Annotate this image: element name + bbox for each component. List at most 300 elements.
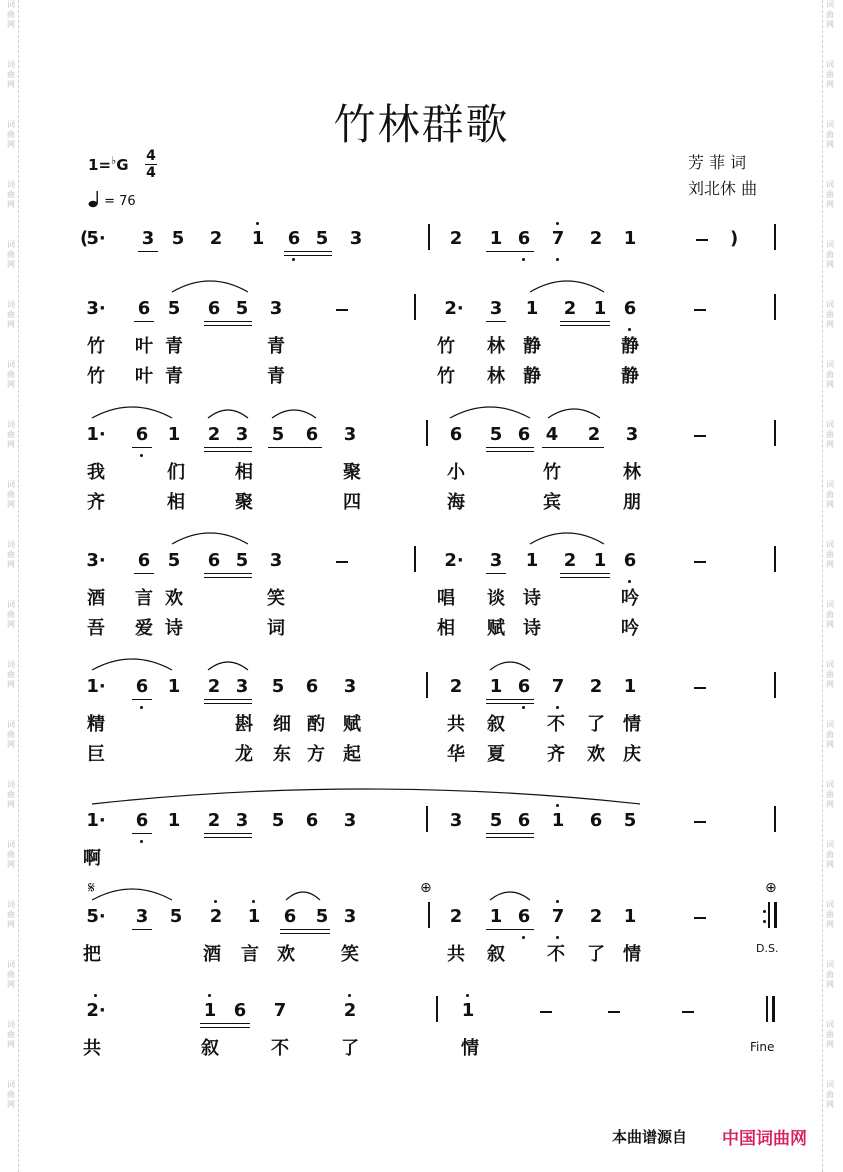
octave-dot-below bbox=[292, 258, 295, 261]
note: 6 bbox=[305, 676, 319, 697]
lyric-verse-2: 青 bbox=[267, 366, 285, 387]
slur bbox=[490, 662, 530, 670]
beam-line bbox=[132, 929, 152, 930]
beam-line bbox=[204, 577, 252, 578]
watermark-text: 词 曲 网 bbox=[826, 960, 834, 989]
song-title: 竹林群歌 bbox=[333, 100, 510, 149]
note: 3· bbox=[86, 550, 106, 571]
note: 5 bbox=[171, 228, 185, 249]
note: 2 bbox=[209, 228, 223, 249]
lyric-verse-1: 啊 bbox=[83, 848, 101, 869]
lyric-verse-2: 东 bbox=[273, 744, 291, 765]
barline bbox=[428, 902, 430, 928]
lyric-verse-1: 精 bbox=[87, 714, 105, 735]
watermark-text: 词 曲 网 bbox=[826, 1020, 834, 1049]
lyric-verse-2: 起 bbox=[343, 744, 361, 765]
note: 3 bbox=[343, 676, 357, 697]
note: 2· bbox=[86, 1000, 106, 1021]
flat-icon: ♭ bbox=[111, 154, 117, 167]
sustain-dash bbox=[694, 309, 706, 311]
lyric-verse-1: 静 bbox=[621, 336, 639, 357]
note: 3 bbox=[489, 298, 503, 319]
octave-dot-below bbox=[522, 936, 525, 939]
lyric-verse-1: 情 bbox=[623, 944, 641, 965]
beam-line bbox=[132, 699, 152, 700]
note: 1 bbox=[623, 228, 637, 249]
composer-credit: 刘北休 曲 bbox=[688, 179, 758, 198]
beam-line bbox=[204, 451, 252, 452]
final-barline bbox=[774, 902, 777, 928]
watermark-text: 词 曲 网 bbox=[826, 1080, 834, 1109]
octave-dot-above bbox=[556, 222, 559, 225]
sustain-dash bbox=[694, 687, 706, 689]
lyric-verse-2: 竹 bbox=[87, 366, 105, 387]
beam-line bbox=[486, 929, 534, 930]
slur bbox=[208, 662, 248, 670]
note: 7 bbox=[273, 1000, 287, 1021]
sustain-dash bbox=[694, 561, 706, 563]
watermark-text: 词 曲 网 bbox=[7, 180, 15, 209]
watermark-text: 词 曲 网 bbox=[7, 540, 15, 569]
note: 6 bbox=[135, 424, 149, 445]
key-equals: = bbox=[98, 156, 112, 174]
sustain-dash bbox=[694, 917, 706, 919]
sustain-dash bbox=[696, 239, 708, 241]
slur bbox=[208, 410, 248, 418]
lyric-verse-2: 四 bbox=[343, 492, 361, 513]
quarter-note-icon bbox=[88, 190, 100, 208]
beam-line bbox=[134, 321, 154, 322]
lyric-verse-1: 把 bbox=[83, 944, 101, 965]
note: 5 bbox=[235, 298, 249, 319]
lyric-verse-2: 庆 bbox=[623, 744, 641, 765]
note: 5· bbox=[86, 906, 106, 927]
watermark-text: 词 曲 网 bbox=[7, 780, 15, 809]
repeat-dot bbox=[763, 910, 766, 913]
note: 4 bbox=[545, 424, 559, 445]
lyric-verse-2: 诗 bbox=[165, 618, 183, 639]
octave-dot-below bbox=[522, 258, 525, 261]
note: 6 bbox=[589, 810, 603, 831]
beam-line bbox=[204, 699, 252, 700]
lyric-verse-1: 赋 bbox=[343, 714, 361, 735]
watermark-text: 词 曲 网 bbox=[7, 480, 15, 509]
fine-mark: Fine bbox=[750, 1040, 775, 1054]
note: 7 bbox=[551, 906, 565, 927]
lyric-verse-2: 叶 bbox=[135, 366, 153, 387]
beam-line bbox=[560, 321, 610, 322]
note: 3 bbox=[489, 550, 503, 571]
lyric-verse-2: 宾 bbox=[543, 492, 561, 513]
lyric-verse-2: 欢 bbox=[587, 744, 605, 765]
lyric-verse-1: 欢 bbox=[277, 944, 295, 965]
slur bbox=[172, 281, 248, 292]
watermark-text: 词 曲 网 bbox=[7, 660, 15, 689]
watermark-text: 词 曲 网 bbox=[826, 300, 834, 329]
tempo-value: = 76 bbox=[104, 194, 136, 209]
note: 5 bbox=[623, 810, 637, 831]
note: 1 bbox=[251, 228, 265, 249]
lyric-verse-2: 聚 bbox=[235, 492, 253, 513]
note: 1 bbox=[167, 810, 181, 831]
note: 2 bbox=[207, 424, 221, 445]
beam-line bbox=[486, 703, 534, 704]
watermark-text: 词 曲 网 bbox=[7, 240, 15, 269]
beam-line bbox=[204, 703, 252, 704]
lyric-verse-1: 情 bbox=[623, 714, 641, 735]
note: 6 bbox=[207, 298, 221, 319]
note: 2 bbox=[209, 906, 223, 927]
note: 3 bbox=[235, 810, 249, 831]
coda-icon: ⊕ bbox=[420, 880, 432, 896]
final-barline-thick bbox=[772, 996, 775, 1022]
sustain-dash bbox=[694, 821, 706, 823]
beam-line bbox=[204, 837, 252, 838]
slur bbox=[92, 789, 640, 804]
note: 6 bbox=[517, 810, 531, 831]
note: 2 bbox=[589, 228, 603, 249]
watermark-text: 词 曲 网 bbox=[826, 840, 834, 869]
note: 6 bbox=[233, 1000, 247, 1021]
note: 5 bbox=[489, 424, 503, 445]
watermark-text: 词 曲 网 bbox=[7, 1080, 15, 1109]
sustain-dash bbox=[540, 1011, 552, 1013]
slur bbox=[92, 889, 172, 900]
barline bbox=[436, 996, 438, 1022]
note: 6 bbox=[517, 424, 531, 445]
note: 3 bbox=[235, 424, 249, 445]
slur bbox=[530, 533, 604, 544]
lyric-verse-1: 小 bbox=[447, 462, 465, 483]
note: 2 bbox=[343, 1000, 357, 1021]
note: 3 bbox=[235, 676, 249, 697]
lyric-verse-1: 诗 bbox=[523, 588, 541, 609]
key-signature bbox=[88, 154, 129, 174]
note: 3 bbox=[135, 906, 149, 927]
right-watermark-strip bbox=[822, 0, 837, 1172]
octave-dot-above bbox=[252, 900, 255, 903]
lyric-verse-2: 华 bbox=[447, 744, 465, 765]
octave-dot-above bbox=[256, 222, 259, 225]
beam-line bbox=[284, 251, 332, 252]
lyric-verse-2: 龙 bbox=[235, 744, 253, 765]
note: 3 bbox=[269, 298, 283, 319]
beam-line bbox=[200, 1023, 250, 1024]
note: 7 bbox=[551, 676, 565, 697]
note: 1 bbox=[623, 906, 637, 927]
beam-line bbox=[204, 321, 252, 322]
beam-line bbox=[280, 933, 330, 934]
lyric-verse-2: 吟 bbox=[621, 618, 639, 639]
note: 6 bbox=[137, 298, 151, 319]
note: 5 bbox=[315, 906, 329, 927]
lyric-verse-1: 共 bbox=[83, 1038, 101, 1059]
barline bbox=[774, 806, 776, 832]
lyric-verse-1: 了 bbox=[587, 944, 605, 965]
watermark-text: 词 曲 网 bbox=[826, 780, 834, 809]
note: 6 bbox=[305, 424, 319, 445]
lyric-verse-1: 笑 bbox=[267, 588, 285, 609]
note: 2 bbox=[449, 906, 463, 927]
note: 5 bbox=[271, 810, 285, 831]
note: 2 bbox=[563, 550, 577, 571]
lyric-verse-2: 齐 bbox=[87, 492, 105, 513]
note: 6 bbox=[623, 550, 637, 571]
note: 1· bbox=[86, 810, 106, 831]
lyric-verse-1: 情 bbox=[461, 1038, 479, 1059]
slur bbox=[450, 407, 530, 418]
lyric-verse-1: 青 bbox=[267, 336, 285, 357]
watermark-text: 词 曲 网 bbox=[7, 840, 15, 869]
lyric-verse-2: 静 bbox=[523, 366, 541, 387]
watermark-text: 词 曲 网 bbox=[826, 900, 834, 929]
beam-line bbox=[486, 573, 506, 574]
watermark-text: 词 曲 网 bbox=[7, 1020, 15, 1049]
key-degree: 1 bbox=[88, 156, 99, 174]
lyric-verse-1: 叶 bbox=[135, 336, 153, 357]
beam-line bbox=[486, 699, 534, 700]
coda-icon: ⊕ bbox=[765, 880, 777, 896]
lyric-verse-1: 竹 bbox=[87, 336, 105, 357]
lyric-verse-2: 竹 bbox=[437, 366, 455, 387]
note: 2 bbox=[589, 906, 603, 927]
octave-dot-below bbox=[556, 936, 559, 939]
note: 3 bbox=[349, 228, 363, 249]
lyric-verse-1: 言 bbox=[135, 588, 153, 609]
watermark-text: 词 曲 网 bbox=[7, 60, 15, 89]
watermark-text: 词 曲 网 bbox=[826, 360, 834, 389]
octave-dot-above bbox=[466, 994, 469, 997]
sustain-dash bbox=[682, 1011, 694, 1013]
note: 3 bbox=[343, 810, 357, 831]
note: 5 bbox=[169, 906, 183, 927]
beam-line bbox=[560, 577, 610, 578]
watermark-text: 词 曲 网 bbox=[7, 0, 15, 29]
note: 1 bbox=[247, 906, 261, 927]
watermark-text: 词 曲 网 bbox=[826, 720, 834, 749]
barline bbox=[774, 294, 776, 320]
repeat-dot bbox=[763, 920, 766, 923]
note: 6 bbox=[137, 550, 151, 571]
lyric-verse-1: 不 bbox=[547, 944, 565, 965]
lyric-verse-1: 相 bbox=[235, 462, 253, 483]
note: 7 bbox=[551, 228, 565, 249]
note: 6 bbox=[623, 298, 637, 319]
lyric-verse-2: 巨 bbox=[87, 744, 105, 765]
lyric-verse-1: 们 bbox=[167, 462, 185, 483]
note: 2 bbox=[449, 228, 463, 249]
note: 6 bbox=[517, 906, 531, 927]
octave-dot-above bbox=[94, 994, 97, 997]
note: 1 bbox=[489, 676, 503, 697]
tempo-marking bbox=[88, 190, 136, 209]
note: 1· bbox=[86, 676, 106, 697]
lyric-verse-1: 了 bbox=[587, 714, 605, 735]
watermark-text: 词 曲 网 bbox=[7, 300, 15, 329]
note: 6 bbox=[449, 424, 463, 445]
lyric-verse-1: 共 bbox=[447, 714, 465, 735]
note: 5 bbox=[489, 810, 503, 831]
lyric-verse-1: 吟 bbox=[621, 588, 639, 609]
note: 3 bbox=[343, 906, 357, 927]
beam-line bbox=[542, 447, 604, 448]
repeat-parenthesis: ( bbox=[80, 228, 89, 249]
sustain-dash bbox=[336, 309, 348, 311]
ds-mark: D.S. bbox=[756, 942, 779, 955]
note: 2· bbox=[444, 550, 464, 571]
slur bbox=[286, 892, 320, 900]
lyric-verse-1: 青 bbox=[165, 336, 183, 357]
lyric-verse-1: 细 bbox=[273, 714, 291, 735]
lyric-verse-1: 林 bbox=[623, 462, 641, 483]
beam-line bbox=[204, 447, 252, 448]
lyric-verse-1: 酒 bbox=[87, 588, 105, 609]
note: 1 bbox=[167, 424, 181, 445]
slur bbox=[490, 892, 530, 900]
octave-dot-below bbox=[140, 454, 143, 457]
lyric-verse-2: 相 bbox=[167, 492, 185, 513]
watermark-text: 词 曲 网 bbox=[826, 120, 834, 149]
note: 6 bbox=[135, 676, 149, 697]
lyric-verse-1: 谈 bbox=[487, 588, 505, 609]
slur bbox=[548, 409, 600, 418]
beam-line bbox=[134, 573, 154, 574]
watermark-text: 词 曲 网 bbox=[826, 540, 834, 569]
sustain-dash bbox=[336, 561, 348, 563]
site-name: 中国词曲网 bbox=[722, 1129, 807, 1149]
beam-line bbox=[268, 447, 322, 448]
barline bbox=[414, 294, 416, 320]
beam-line bbox=[132, 447, 152, 448]
time-signature-bottom: 4 bbox=[146, 165, 156, 181]
note: 5· bbox=[86, 228, 106, 249]
note: 6 bbox=[283, 906, 297, 927]
lyric-verse-1: 叙 bbox=[487, 944, 505, 965]
slur bbox=[92, 407, 172, 418]
note: 1 bbox=[525, 298, 539, 319]
lyric-verse-1: 叙 bbox=[201, 1038, 219, 1059]
final-barline-thin bbox=[766, 996, 768, 1022]
octave-dot-above bbox=[556, 900, 559, 903]
watermark-text: 词 曲 网 bbox=[7, 420, 15, 449]
barline bbox=[774, 224, 776, 250]
barline bbox=[774, 420, 776, 446]
beam-line bbox=[486, 451, 534, 452]
note: 5 bbox=[271, 424, 285, 445]
lyric-verse-2: 夏 bbox=[487, 744, 505, 765]
note: 6 bbox=[517, 676, 531, 697]
octave-dot-above bbox=[348, 994, 351, 997]
note: 1 bbox=[623, 676, 637, 697]
watermark-text: 词 曲 网 bbox=[826, 240, 834, 269]
note: 2 bbox=[207, 810, 221, 831]
note: 2 bbox=[449, 676, 463, 697]
octave-dot-below bbox=[522, 706, 525, 709]
watermark-text: 词 曲 网 bbox=[7, 960, 15, 989]
lyric-verse-1: 不 bbox=[547, 714, 565, 735]
watermark-text: 词 曲 网 bbox=[826, 420, 834, 449]
note: 5 bbox=[167, 550, 181, 571]
lyric-verse-2: 词 bbox=[267, 618, 285, 639]
barline bbox=[426, 420, 428, 446]
lyric-verse-1: 了 bbox=[341, 1038, 359, 1059]
note: 3· bbox=[86, 298, 106, 319]
slur bbox=[272, 410, 316, 418]
lyric-verse-2: 林 bbox=[487, 366, 505, 387]
lyric-verse-1: 林 bbox=[487, 336, 505, 357]
note: 2 bbox=[587, 424, 601, 445]
note: 1 bbox=[593, 298, 607, 319]
watermark-text: 词 曲 网 bbox=[826, 60, 834, 89]
lyric-verse-2: 齐 bbox=[547, 744, 565, 765]
beam-line bbox=[284, 255, 332, 256]
octave-dot-below bbox=[556, 706, 559, 709]
barline bbox=[426, 806, 428, 832]
beam-line bbox=[132, 833, 152, 834]
lyric-verse-1: 言 bbox=[241, 944, 259, 965]
lyric-verse-2: 诗 bbox=[523, 618, 541, 639]
beam-line bbox=[486, 833, 534, 834]
note: 5 bbox=[271, 676, 285, 697]
watermark-text: 词 曲 网 bbox=[826, 660, 834, 689]
key-letter: G bbox=[116, 156, 129, 174]
lyric-verse-1: 静 bbox=[523, 336, 541, 357]
octave-dot-below bbox=[140, 706, 143, 709]
lyric-verse-2: 青 bbox=[165, 366, 183, 387]
note: 5 bbox=[315, 228, 329, 249]
lyric-verse-1: 斟 bbox=[235, 714, 253, 735]
lyric-verse-2: 静 bbox=[621, 366, 639, 387]
lyric-verse-1: 聚 bbox=[343, 462, 361, 483]
lyric-verse-2: 赋 bbox=[487, 618, 505, 639]
watermark-text: 词 曲 网 bbox=[7, 120, 15, 149]
note: 6 bbox=[287, 228, 301, 249]
note: 6 bbox=[207, 550, 221, 571]
time-signature-top: 4 bbox=[146, 148, 156, 164]
note: 1 bbox=[203, 1000, 217, 1021]
note: 6 bbox=[305, 810, 319, 831]
slur bbox=[530, 281, 604, 292]
note: 3 bbox=[141, 228, 155, 249]
note: 2 bbox=[563, 298, 577, 319]
segno-icon: 𝄋 bbox=[88, 878, 95, 897]
beam-line bbox=[204, 325, 252, 326]
time-signature bbox=[145, 149, 157, 180]
octave-dot-above bbox=[556, 804, 559, 807]
lyricist-credit: 芳 菲 词 bbox=[688, 153, 747, 172]
octave-dot-below bbox=[628, 580, 631, 583]
lyric-verse-2: 方 bbox=[307, 744, 325, 765]
watermark-text: 词 曲 网 bbox=[7, 900, 15, 929]
beam-line bbox=[486, 321, 506, 322]
note: 3 bbox=[269, 550, 283, 571]
lyric-verse-1: 共 bbox=[447, 944, 465, 965]
note: 3 bbox=[449, 810, 463, 831]
barline bbox=[426, 672, 428, 698]
lyric-verse-1: 欢 bbox=[165, 588, 183, 609]
note: 1 bbox=[525, 550, 539, 571]
note: 1· bbox=[86, 424, 106, 445]
lyric-verse-2: 相 bbox=[437, 618, 455, 639]
sustain-dash bbox=[608, 1011, 620, 1013]
note: 1 bbox=[593, 550, 607, 571]
slur bbox=[92, 659, 172, 670]
beam-line bbox=[486, 447, 534, 448]
lyric-verse-1: 我 bbox=[87, 462, 105, 483]
octave-dot-above bbox=[208, 994, 211, 997]
beam-line bbox=[138, 251, 158, 252]
lyric-verse-1: 叙 bbox=[487, 714, 505, 735]
